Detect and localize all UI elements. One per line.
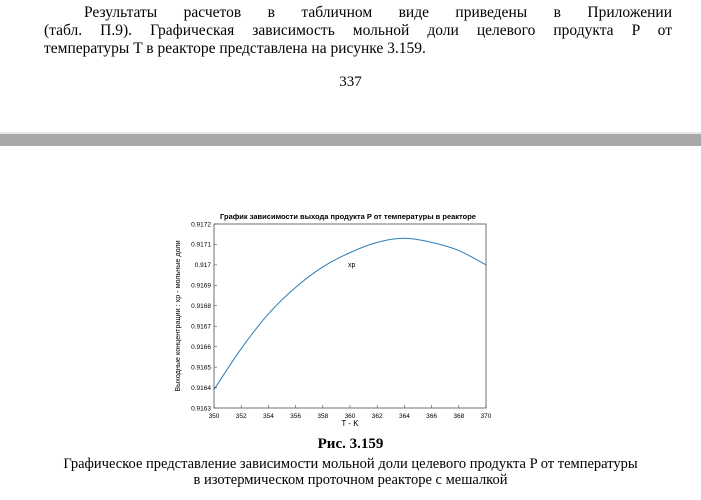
- x-tick-label: 370: [480, 413, 492, 420]
- x-tick-label: 350: [208, 413, 220, 420]
- paragraph-line-3: температуры T в реакторе представлена на рисунке 3.159.: [44, 40, 426, 57]
- x-tick-label: 352: [235, 413, 247, 420]
- series-label: xp: [348, 262, 356, 269]
- figure-caption: [0, 456, 701, 488]
- figure-caption-line-1: Графическое представление зависимости мольной доли целевого продукта P от температуры: [63, 456, 638, 472]
- x-tick-label: 356: [290, 413, 302, 420]
- x-axis-label: T - K: [341, 419, 359, 428]
- y-tick-label: 0.917: [194, 262, 211, 270]
- y-tick-label: 0.9164: [191, 384, 211, 392]
- y-tick-label: 0.9171: [191, 241, 211, 249]
- x-tick-label: 360: [344, 413, 356, 420]
- figure-number: Рис. 3.159: [317, 436, 384, 452]
- page-number: 337: [339, 74, 362, 90]
- chart: [160, 206, 530, 428]
- x-tick-label: 354: [262, 413, 274, 420]
- paragraph-line-1: Результаты расчетов в табличном виде приведены в Приложении: [84, 4, 672, 21]
- y-tick-label: 0.9169: [191, 282, 211, 290]
- x-tick-label: 358: [317, 413, 329, 420]
- y-axis-label: Выходные концентрации : xp - мольные доли: [173, 240, 182, 392]
- page-separator: [0, 134, 701, 146]
- y-tick-label: 0.9165: [191, 364, 211, 372]
- x-tick-label: 364: [398, 413, 410, 420]
- chart-title: График зависимости выхода продукта P от температуры в реакторе: [220, 212, 476, 221]
- y-tick-label: 0.9167: [191, 323, 211, 331]
- y-tick-label: 0.9168: [191, 303, 211, 311]
- body-paragraph: [44, 4, 672, 58]
- paragraph-line-2: (табл. П.9). Графическая зависимость мольной доли целевого продукта P от: [44, 22, 672, 39]
- x-tick-label: 368: [453, 413, 465, 420]
- y-tick-label: 0.9166: [191, 343, 211, 351]
- figure-caption-line-2: в изотермическом проточном реакторе с мешалкой: [193, 472, 508, 488]
- y-tick-label: 0.9172: [191, 221, 211, 229]
- x-tick-label: 366: [426, 413, 438, 420]
- y-tick-label: 0.9163: [191, 405, 211, 413]
- x-tick-label: 362: [371, 413, 383, 420]
- plot-area: [214, 224, 486, 408]
